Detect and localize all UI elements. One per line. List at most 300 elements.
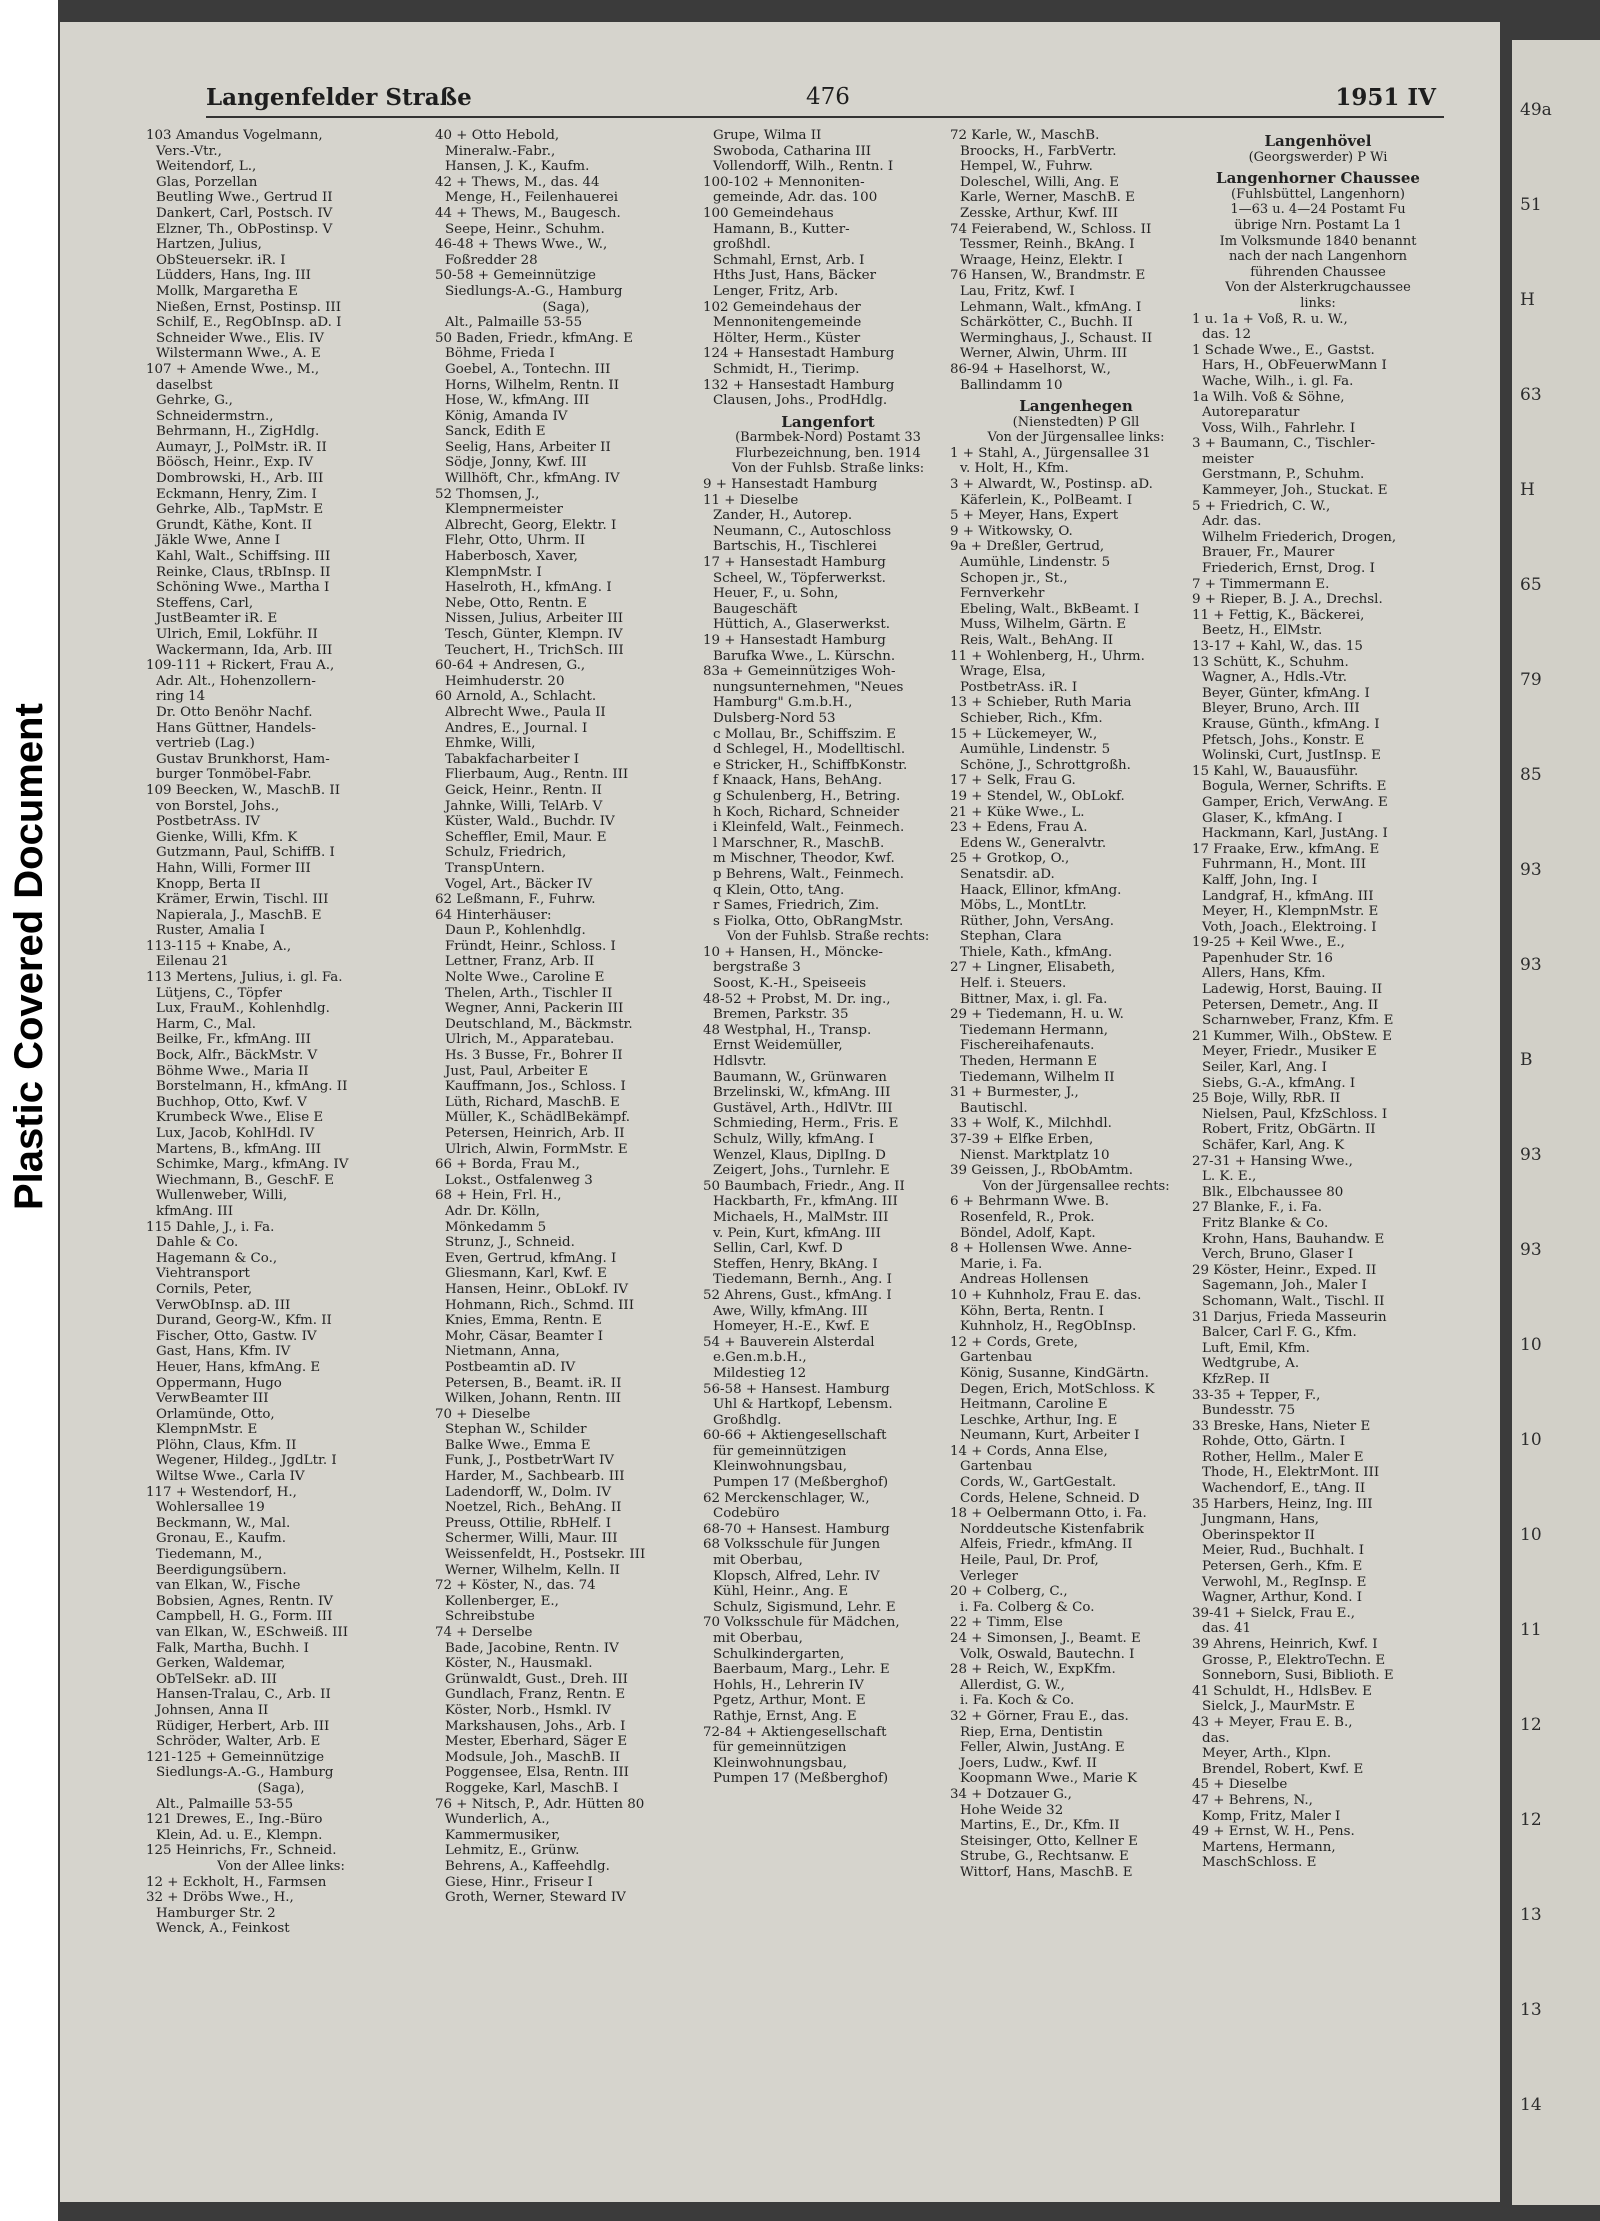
directory-entry: 70 Volksschule für Mädchen, (703, 1615, 900, 1631)
directory-entry: Schimke, Marg., kfmAng. IV (156, 1157, 349, 1173)
directory-entry: Allers, Hans, Kfm. (1202, 966, 1326, 982)
adjacent-page-fragment: 10 (1520, 1525, 1542, 1545)
directory-entry: Bleyer, Bruno, Arch. III (1202, 701, 1360, 717)
directory-entry: 60 Arnold, A., Schlacht. (435, 689, 597, 705)
directory-entry: Oppermann, Hugo (156, 1375, 282, 1391)
directory-entry: 21 + Küke Wwe., L. (950, 804, 1085, 820)
directory-entry: Senatsdir. aD. (960, 866, 1055, 882)
directory-entry: Krohn, Hans, Bauhandw. E (1202, 1231, 1385, 1247)
directory-entry: Siebs, G.-A., kfmAng. I (1202, 1075, 1356, 1091)
directory-entry: 109 Beecken, W., MaschB. II (146, 782, 340, 798)
directory-entry: Nissen, Julius, Arbeiter III (445, 611, 624, 627)
directory-entry: Balcer, Carl F. G., Kfm. (1202, 1325, 1357, 1341)
directory-entry: Johnsen, Anna II (156, 1702, 269, 1718)
directory-entry: Schneider Wwe., Elis. IV (156, 330, 324, 346)
directory-entry: Poggensee, Elsa, Rentn. III (445, 1765, 629, 1781)
directory-entry: Adr. Dr. Kölln, (445, 1203, 541, 1219)
directory-entry: Hansen, Heinr., ObLokf. IV (445, 1281, 628, 1297)
directory-entry: Lokst., Ostfalenweg 3 (445, 1172, 593, 1188)
section-note: Von der Jürgensallee rechts: (982, 1178, 1170, 1194)
adjacent-page-fragment: 11 (1520, 1620, 1542, 1640)
directory-entry: Strunz, J., Schneid. (445, 1235, 575, 1251)
directory-entry: Zeigert, Johs., Turnlehr. E (713, 1163, 890, 1179)
directory-entry: 62 Merckenschlager, W., (703, 1490, 870, 1506)
directory-entry: Rother, Hellm., Maler E (1202, 1449, 1364, 1465)
adjacent-page-fragment: 12 (1520, 1715, 1542, 1735)
directory-entry: e Stricker, H., SchiffbKonstr. (713, 757, 908, 773)
directory-entry: Hansen, J. K., Kaufm. (445, 159, 590, 175)
directory-entry: Heile, Paul, Dr. Prof, (960, 1553, 1099, 1569)
directory-entry: Grünwaldt, Gust., Dreh. III (445, 1671, 628, 1687)
directory-entry: Geick, Heinr., Rentn. II (445, 782, 602, 798)
directory-entry: 19-25 + Keil Wwe., E., (1192, 935, 1345, 951)
directory-entry: Ebeling, Walt., BkBeamt. I (960, 601, 1140, 617)
directory-entry: Haberbosch, Xaver, (445, 549, 578, 565)
directory-entry: Hamburg" G.m.b.H., (713, 695, 853, 711)
adjacent-page-fragment: 93 (1520, 1240, 1542, 1260)
directory-entry: Borstelmann, H., kfmAng. II (156, 1079, 348, 1095)
directory-entry: Schieber, Rich., Kfm. (960, 710, 1103, 726)
directory-entry: Schulz, Willy, kfmAng. I (713, 1132, 874, 1147)
directory-entry: Bremen, Parkstr. 35 (713, 1007, 849, 1023)
directory-entry: Markshausen, Johs., Arb. I (445, 1718, 626, 1734)
directory-entry: Vogel, Art., Bäcker IV (445, 876, 592, 892)
directory-entry: Hahn, Willi, Former III (156, 860, 311, 876)
directory-entry: 11 + Wohlenberg, H., Uhrm. (950, 648, 1145, 664)
directory-entry: 27 + Lingner, Elisabeth, (950, 960, 1116, 976)
column-4 (950, 128, 1202, 2208)
directory-entry: Adr. das. (1202, 514, 1262, 530)
directory-entry: Harder, M., Sachbearb. III (445, 1469, 625, 1485)
directory-entry: Gronau, E., Kaufm. (156, 1531, 286, 1547)
directory-entry: Wilhelm Friederich, Drogen, (1202, 529, 1397, 545)
directory-entry: 33 Breske, Hans, Nieter E (1192, 1418, 1371, 1434)
directory-entry: Siedlungs-A.-G., Hamburg (156, 1765, 334, 1781)
street-title: Langenfelder Straße (206, 84, 472, 111)
directory-entry: Lenger, Fritz, Arb. (713, 283, 839, 299)
directory-entry: Wackermann, Ida, Arb. III (156, 642, 333, 658)
directory-entry: Napierala, J., MaschB. E (156, 907, 322, 923)
directory-entry: VerwObInsp. aD. III (156, 1297, 291, 1313)
directory-entry: Theden, Hermann E (960, 1054, 1098, 1070)
directory-entry: Norddeutsche Kistenfabrik (960, 1521, 1144, 1537)
directory-entry: kfmAng. III (156, 1203, 234, 1219)
adjacent-page-fragment: 79 (1520, 670, 1542, 690)
directory-entry: Mildestieg 12 (713, 1365, 807, 1381)
directory-entry: Teuchert, H., TrichSch. III (445, 642, 624, 658)
directory-entry: Flehr, Otto, Uhrm. II (445, 533, 585, 549)
directory-entry: Roggeke, Karl, MaschB. I (445, 1780, 619, 1796)
directory-entry: 76 + Nitsch, P., Adr. Hütten 80 (435, 1796, 645, 1812)
directory-entry: Lüdders, Hans, Ing. III (156, 268, 311, 284)
directory-entry: Gerken, Waldemar, (156, 1656, 286, 1672)
directory-entry: 6 + Behrmann Wwe. B. (950, 1194, 1109, 1210)
directory-entry: Hs. 3 Busse, Fr., Bohrer II (445, 1048, 623, 1064)
section-note: führenden Chaussee (1250, 264, 1386, 280)
directory-entry: Fischereihafenauts. (960, 1038, 1095, 1054)
directory-entry: 124 + Hansestadt Hamburg (703, 346, 895, 362)
directory-entry: daselbst (156, 377, 213, 393)
directory-entry: Aumühle, Lindenstr. 5 (960, 555, 1111, 571)
directory-entry: Dankert, Carl, Postsch. IV (156, 205, 333, 221)
page-number: 476 (806, 84, 850, 110)
directory-entry: Lüth, Richard, MaschB. E (445, 1094, 620, 1110)
directory-entry: Köster, Norb., Hsmkl. IV (445, 1702, 611, 1718)
directory-entry: Möbs, L., MontLtr. (960, 898, 1087, 914)
directory-entry: Schermer, Willi, Maur. III (445, 1531, 618, 1547)
directory-entry: Preuss, Ottilie, RbHelf. I (445, 1515, 612, 1531)
directory-entry: Nielsen, Paul, KfzSchloss. I (1202, 1106, 1388, 1122)
directory-entry: 47 + Behrens, N., (1192, 1792, 1313, 1808)
directory-entry: Andreas Hollensen (960, 1272, 1089, 1288)
directory-entry: Wolinski, Curt, JustInsp. E (1202, 748, 1381, 764)
directory-entry: Tessmer, Reinh., BkAng. I (960, 237, 1135, 253)
directory-entry: 31 + Burmester, J., (950, 1085, 1079, 1101)
directory-entry: Homeyer, H.-E., Kwf. E (713, 1319, 870, 1335)
directory-entry: Schilf, E., RegObInsp. aD. I (156, 315, 342, 331)
directory-entry: Thiele, Kath., kfmAng. (960, 944, 1113, 960)
directory-entry: Stephan, Clara (960, 929, 1062, 945)
directory-entry: 12 + Eckholt, H., Farmsen (146, 1874, 327, 1890)
directory-entry: Funk, J., PostbetrWart IV (445, 1453, 614, 1469)
directory-entry: Wittorf, Hans, MaschB. E (960, 1864, 1133, 1880)
directory-entry: 43 + Meyer, Frau E. B., (1192, 1714, 1353, 1730)
directory-entry: Feller, Alwin, JustAng. E (960, 1740, 1125, 1756)
directory-entry: v. Pein, Kurt, kfmAng. III (713, 1225, 881, 1241)
directory-entry: Schröder, Walter, Arb. E (156, 1734, 321, 1750)
directory-entry: Steisinger, Otto, Kellner E (960, 1833, 1138, 1849)
directory-entry: Wilken, Johann, Rentn. III (445, 1391, 622, 1407)
directory-entry: Ulrich, Emil, Lokführ. II (156, 627, 318, 642)
directory-entry: Ehmke, Willi, (445, 736, 536, 752)
directory-entry: Bautischl. (960, 1100, 1028, 1116)
directory-entry: r Sames, Friedrich, Zim. (713, 898, 880, 914)
directory-entry: 27 Blanke, F., i. Fa. (1192, 1200, 1322, 1216)
directory-entry: Kahl, Walt., Schiffsing. III (156, 549, 331, 565)
directory-entry: 15 + Lückemeyer, W., (950, 726, 1098, 742)
directory-entry: 3 + Baumann, C., Tischler- (1192, 436, 1376, 452)
directory-entry: f Knaack, Hans, BehAng. (713, 773, 883, 789)
directory-entry: 117 + Westendorf, H., (146, 1484, 297, 1500)
section-note: Von der Fuhlsb. Straße links: (731, 461, 925, 477)
directory-entry: Gustav Brunkhorst, Ham- (156, 751, 330, 767)
directory-entry: Balke Wwe., Emma E (445, 1437, 591, 1453)
directory-entry: Elzner, Th., ObPostinsp. V (156, 221, 333, 237)
directory-entry: 40 + Otto Hebold, (435, 128, 560, 143)
directory-entry: Scheffler, Emil, Maur. E (445, 829, 607, 845)
directory-entry: Hölter, Herm., Küster (713, 330, 861, 346)
directory-entry: PostbetrAss. iR. I (960, 679, 1078, 695)
directory-entry: 13-17 + Kahl, W., das. 15 (1192, 639, 1363, 654)
section-note: Von der Alsterkrugchaussee (1225, 280, 1411, 296)
directory-entry: Baumann, W., Grünwaren (713, 1069, 887, 1085)
directory-entry: 83a + Gemeinnütziges Woh- (703, 664, 896, 680)
directory-entry: Gast, Hans, Kfm. IV (156, 1344, 291, 1360)
directory-entry: KlempnMstr. E (156, 1422, 258, 1438)
directory-entry: Giese, Hinr., Friseur I (445, 1874, 593, 1890)
directory-entry: Heuer, Hans, kfmAng. E (156, 1359, 321, 1375)
directory-entry: Marie, i. Fa. (960, 1256, 1043, 1272)
directory-entry: Petersen, Heinrich, Arb. II (445, 1126, 625, 1141)
directory-entry: bergstraße 3 (713, 960, 801, 976)
directory-entry: Wedtgrube, A. (1202, 1356, 1300, 1372)
directory-entry: Rathje, Ernst, Ang. E (713, 1708, 857, 1724)
directory-entry: g Schulenberg, H., Betring. (713, 788, 901, 804)
directory-entry: Beilke, Fr., kfmAng. III (156, 1032, 311, 1048)
directory-entry: Hths Just, Hans, Bäcker (713, 268, 877, 284)
directory-entry: Verch, Bruno, Glaser I (1202, 1247, 1354, 1263)
directory-entry: 107 + Amende Wwe., M., (146, 361, 320, 377)
directory-entry: Cords, W., GartGestalt. (960, 1475, 1117, 1491)
directory-entry: Grosse, P., ElektroTechn. E (1202, 1652, 1386, 1668)
directory-entry: 34 + Dotzauer G., (950, 1786, 1072, 1802)
directory-entry: ObSteuersekr. iR. I (156, 252, 286, 268)
column-5 (1192, 128, 1444, 2208)
directory-entry: Sielck, J., MaurMstr. E (1202, 1699, 1355, 1715)
directory-entry: Gerstmann, P., Schuhm. (1202, 467, 1365, 483)
directory-entry: 13 + Schieber, Ruth Maria (950, 695, 1132, 711)
directory-entry: Gundlach, Franz, Rentn. E (445, 1687, 626, 1703)
directory-entry: Koopmann Wwe., Marie K (960, 1771, 1138, 1787)
directory-entry: 54 + Bauverein Alsterdal (703, 1334, 875, 1350)
directory-entry: Karle, Werner, MaschB. E (960, 190, 1135, 206)
directory-entry: 72 Karle, W., MaschB. (950, 128, 1100, 143)
directory-entry: 9a + Dreßler, Gertrud, (950, 539, 1105, 555)
directory-entry: Plöhn, Claus, Kfm. II (156, 1437, 297, 1453)
directory-entry: Tiedemann, Wilhelm II (960, 1069, 1115, 1085)
directory-entry: Lehmann, Walt., kfmAng. I (960, 299, 1142, 315)
directory-entry: Hackmann, Karl, JustAng. I (1202, 826, 1388, 842)
directory-entry: Schmieding, Herm., Fris. E (713, 1116, 899, 1132)
directory-entry: Wache, Wilh., i. gl. Fa. (1202, 373, 1354, 389)
directory-entry: Meyer, Arth., Klpn. (1202, 1746, 1332, 1762)
adjacent-page-edge (1512, 40, 1600, 2205)
adjacent-page-fragment: 65 (1520, 575, 1542, 595)
directory-entry: meister (1202, 451, 1254, 467)
directory-entry: Neumann, Kurt, Arbeiter I (960, 1428, 1140, 1444)
directory-entry: 9 + Hansestadt Hamburg (703, 477, 878, 493)
directory-entry: Adr. Alt., Hohenzollern- (156, 673, 316, 689)
directory-entry: Thelen, Arth., Tischler II (445, 985, 613, 1001)
directory-entry: Gartenbau (960, 1350, 1033, 1366)
section-note: (Nienstedten) P Gll (1012, 414, 1140, 430)
directory-entry: großhdl. (713, 237, 771, 253)
directory-entry: 27-31 + Hansing Wwe., (1192, 1153, 1353, 1169)
directory-entry: burger Tonmöbel-Fabr. (156, 767, 312, 783)
directory-entry: Petersen, Demetr., Ang. II (1202, 997, 1379, 1013)
directory-entry: 52 Thomsen, J., (435, 486, 540, 502)
directory-entry: Klempnermeister (445, 502, 563, 518)
directory-entry: Doleschel, Willi, Ang. E (960, 174, 1120, 190)
section-note: Von der Fuhlsb. Straße rechts: (726, 929, 930, 945)
directory-entry: MaschSchloss. E (1202, 1855, 1317, 1871)
directory-entry: Eilenau 21 (156, 954, 229, 970)
directory-entry: Mönkedamm 5 (445, 1219, 547, 1235)
directory-entry: Böhme, Frieda I (445, 346, 555, 362)
directory-entry: für gemeinnützigen (713, 1740, 847, 1756)
directory-entry: Nießen, Ernst, Postinsp. III (156, 299, 342, 315)
directory-entry: Fuhrmann, H., Mont. III (1202, 857, 1366, 873)
directory-entry: 72 + Köster, N., das. 74 (435, 1578, 596, 1594)
directory-entry: Pumpen 17 (Meßberghof) (713, 1771, 889, 1787)
directory-entry: s Fiolka, Otto, ObRangMstr. (713, 913, 904, 929)
directory-entry: Tiedemann, M., (156, 1547, 263, 1563)
section-note: links: (1300, 295, 1336, 311)
directory-entry: Knopp, Berta II (156, 876, 261, 892)
directory-entry: Seepe, Heinr., Schuhm. (445, 221, 605, 237)
directory-entry: 132 + Hansestadt Hamburg (703, 377, 895, 393)
directory-entry: Gliesmann, Karl, Kwf. E (445, 1266, 607, 1282)
directory-entry: Wohlersallee 19 (156, 1500, 265, 1516)
directory-entry: Baerbaum, Marg., Lehr. E (713, 1662, 890, 1678)
directory-entry: 17 + Selk, Frau G. (950, 773, 1076, 789)
directory-entry: Mennonitengemeinde (713, 315, 862, 331)
directory-entry: Wachendorf, E., tAng. II (1202, 1481, 1366, 1497)
directory-entry: Großhdlg. (713, 1412, 782, 1428)
directory-entry: 113-115 + Knabe, A., (146, 938, 292, 954)
directory-entry: Mineralw.-Fabr., (445, 143, 556, 159)
directory-entry: Böndel, Adolf, Kapt. (960, 1225, 1096, 1241)
directory-entry: 22 + Timm, Else (950, 1615, 1063, 1631)
directory-entry: Meier, Rud., Buchhalt. I (1202, 1543, 1364, 1559)
directory-entry: Cornils, Peter, (156, 1281, 253, 1297)
directory-entry: Dahle & Co. (156, 1235, 239, 1251)
directory-entry: c Mollau, Br., Schiffszim. E (713, 726, 897, 742)
directory-entry: 9 + Rieper, B. J. A., Drechsl. (1192, 592, 1383, 608)
directory-entry: Bade, Jacobine, Rentn. IV (445, 1640, 619, 1656)
adjacent-page-fragment: H (1520, 290, 1535, 310)
directory-entry: Scharnweber, Franz, Kfm. E (1202, 1013, 1394, 1029)
adjacent-page-fragment: 63 (1520, 385, 1542, 405)
directory-entry: Kühl, Heinr., Ang. E (713, 1584, 849, 1600)
adjacent-page-fragment: 10 (1520, 1335, 1542, 1355)
directory-entry: Groth, Werner, Steward IV (445, 1890, 626, 1906)
directory-entry: Wagner, Arthur, Kond. I (1202, 1590, 1362, 1606)
directory-entry: Tabakfacharbeiter I (445, 751, 580, 767)
directory-entry: Kuhnholz, H., RegObInsp. (960, 1319, 1137, 1335)
directory-entry: Schmidt, H., Tierimp. (713, 361, 860, 377)
directory-entry: 10 + Kuhnholz, Frau E. das. (950, 1287, 1142, 1303)
section-note: übrige Nrn. Postamt La 1 (1234, 217, 1402, 233)
directory-entry: Ladewig, Horst, Bauing. II (1202, 982, 1383, 998)
directory-entry: Ballindamm 10 (960, 377, 1063, 393)
directory-entry: Wegener, Hildeg., JgdLtr. I (156, 1453, 337, 1469)
directory-entry: Ulrich, M., Apparatebau. (445, 1032, 615, 1048)
directory-entry: Voss, Wilh., Fahrlehr. I (1202, 420, 1356, 436)
directory-entry: Wilstermann Wwe., A. E (156, 346, 321, 362)
directory-entry: Rohde, Otto, Gärtn. I (1202, 1434, 1345, 1450)
directory-entry: 113 Mertens, Julius, i. gl. Fa. (146, 970, 343, 986)
directory-entry: Even, Gertrud, kfmAng. I (445, 1250, 617, 1266)
directory-entry: 5 + Friedrich, C. W., (1192, 498, 1331, 514)
section-note: Von der Allee links: (217, 1858, 345, 1874)
directory-entry: Krumbeck Wwe., Elise E (156, 1110, 324, 1126)
directory-entry: KfzRep. II (1202, 1371, 1270, 1387)
directory-entry: das. 12 (1202, 327, 1251, 343)
directory-entry: König, Susanne, KindGärtn. (960, 1365, 1149, 1381)
directory-entry: 33 + Wolf, K., Milchhdl. (950, 1116, 1112, 1132)
section-note: (Saga), (542, 299, 590, 315)
directory-entry: Cords, Helene, Schneid. D (960, 1490, 1140, 1506)
directory-entry: Seiler, Karl, Ang. I (1202, 1060, 1327, 1076)
directory-entry: Schreibstube (445, 1609, 535, 1625)
directory-entry: 3 + Alwardt, W., Postinsp. aD. (950, 477, 1153, 493)
directory-entry: Schöne, J., Schrottgroßh. (960, 757, 1131, 773)
plastic-covered-label: Plastic Covered Document (7, 703, 51, 1210)
directory-entry: 25 Boje, Willy, RbR. II (1192, 1091, 1341, 1107)
directory-entry: 19 + Stendel, W., ObLokf. (950, 788, 1125, 804)
directory-entry: Zander, H., Autorep. (713, 508, 853, 524)
directory-entry: 50-58 + Gemeinnützige (435, 268, 596, 284)
directory-entry: Wunderlich, A., (445, 1812, 550, 1828)
directory-entry: 52 Ahrens, Gust., kfmAng. I (703, 1287, 892, 1303)
directory-entry: Broocks, H., FarbVertr. (960, 143, 1117, 159)
directory-entry: Schmahl, Ernst, Arb. I (713, 252, 865, 268)
directory-entry: Landgraf, H., kfmAng. III (1202, 888, 1374, 904)
directory-entry: 72-84 + Aktiengesellschaft (703, 1724, 887, 1740)
directory-entry: Martins, E., Dr., Kfm. II (960, 1818, 1120, 1834)
directory-entry: Robert, Fritz, ObGärtn. II (1202, 1122, 1376, 1138)
directory-entry: Böhme Wwe., Maria II (156, 1063, 309, 1079)
directory-entry: Werner, Alwin, Uhrm. III (960, 346, 1128, 362)
directory-entry: Brendel, Robert, Kwf. E (1202, 1761, 1364, 1777)
directory-entry: Küster, Wald., Buchdr. IV (445, 814, 615, 830)
directory-entry: Schulz, Sigismund, Lehr. E (713, 1599, 896, 1615)
directory-entry: Friederich, Ernst, Drog. I (1202, 561, 1375, 577)
directory-entry: Vers.-Vtr., (156, 143, 222, 159)
directory-entry: Goebel, A., Tontechn. III (445, 361, 611, 377)
section-heading: Langenhorner Chaussee (1216, 169, 1420, 188)
directory-entry: 56-58 + Hansest. Hamburg (703, 1381, 890, 1397)
directory-entry: Bock, Alfr., BäckMstr. V (156, 1048, 318, 1064)
directory-entry: L. K. E., (1202, 1169, 1257, 1185)
directory-entry: Heitmann, Caroline E (960, 1397, 1108, 1413)
directory-entry: Siedlungs-A.-G., Hamburg (445, 283, 623, 299)
directory-entry: Bobsien, Agnes, Rentn. IV (156, 1593, 333, 1609)
directory-entry: für gemeinnützigen (713, 1443, 847, 1459)
directory-entry: 17 Fraake, Erw., kfmAng. E (1192, 841, 1380, 857)
directory-entry: 48-52 + Probst, M. Dr. ing., (703, 991, 891, 1007)
directory-entry: Wrage, Elsa, (960, 664, 1046, 680)
directory-entry: Tiedemann, Bernh., Ang. I (713, 1272, 892, 1288)
directory-entry: Falk, Martha, Buchh. I (156, 1640, 309, 1656)
directory-entry: Ulrich, Alwin, FormMstr. E (445, 1141, 628, 1157)
directory-entry: m Mischner, Theodor, Kwf. (713, 851, 895, 867)
column-2 (435, 128, 697, 2208)
directory-entry: 115 Dahle, J., i. Fa. (146, 1219, 275, 1235)
directory-entry: Hamann, B., Kutter- (713, 221, 850, 237)
directory-entry: Wiltse Wwe., Carla IV (156, 1469, 305, 1485)
directory-entry: Albrecht, Georg, Elektr. I (445, 517, 617, 533)
directory-entry: Nienst. Marktplatz 10 (960, 1147, 1110, 1163)
directory-entry: 5 + Meyer, Hans, Expert (950, 508, 1119, 524)
directory-entry: Reis, Walt., BehAng. II (960, 633, 1114, 648)
directory-entry: Rosenfeld, R., Prok. (960, 1209, 1095, 1225)
directory-entry: 68-70 + Hansest. Hamburg (703, 1521, 890, 1537)
directory-entry: 70 + Dieselbe (435, 1406, 531, 1422)
directory-entry: 48 Westphal, H., Transp. (703, 1022, 872, 1038)
directory-entry: von Borstel, Johs., (156, 798, 280, 814)
directory-entry: d Schlegel, H., Modelltischl. (713, 742, 906, 758)
directory-entry: Helf. i. Steuers. (960, 976, 1067, 992)
adjacent-page-fragment: 12 (1520, 1810, 1542, 1830)
directory-entry: Schulz, Friedrich, (445, 845, 567, 861)
directory-entry: Voth, Joach., Elektroing. I (1202, 919, 1377, 935)
column-3 (703, 128, 953, 2208)
directory-entry: Vollendorff, Wilh., Rentn. I (713, 159, 894, 175)
directory-entry: Baugeschäft (713, 601, 798, 617)
directory-entry: Brauer, Fr., Maurer (1202, 545, 1335, 561)
